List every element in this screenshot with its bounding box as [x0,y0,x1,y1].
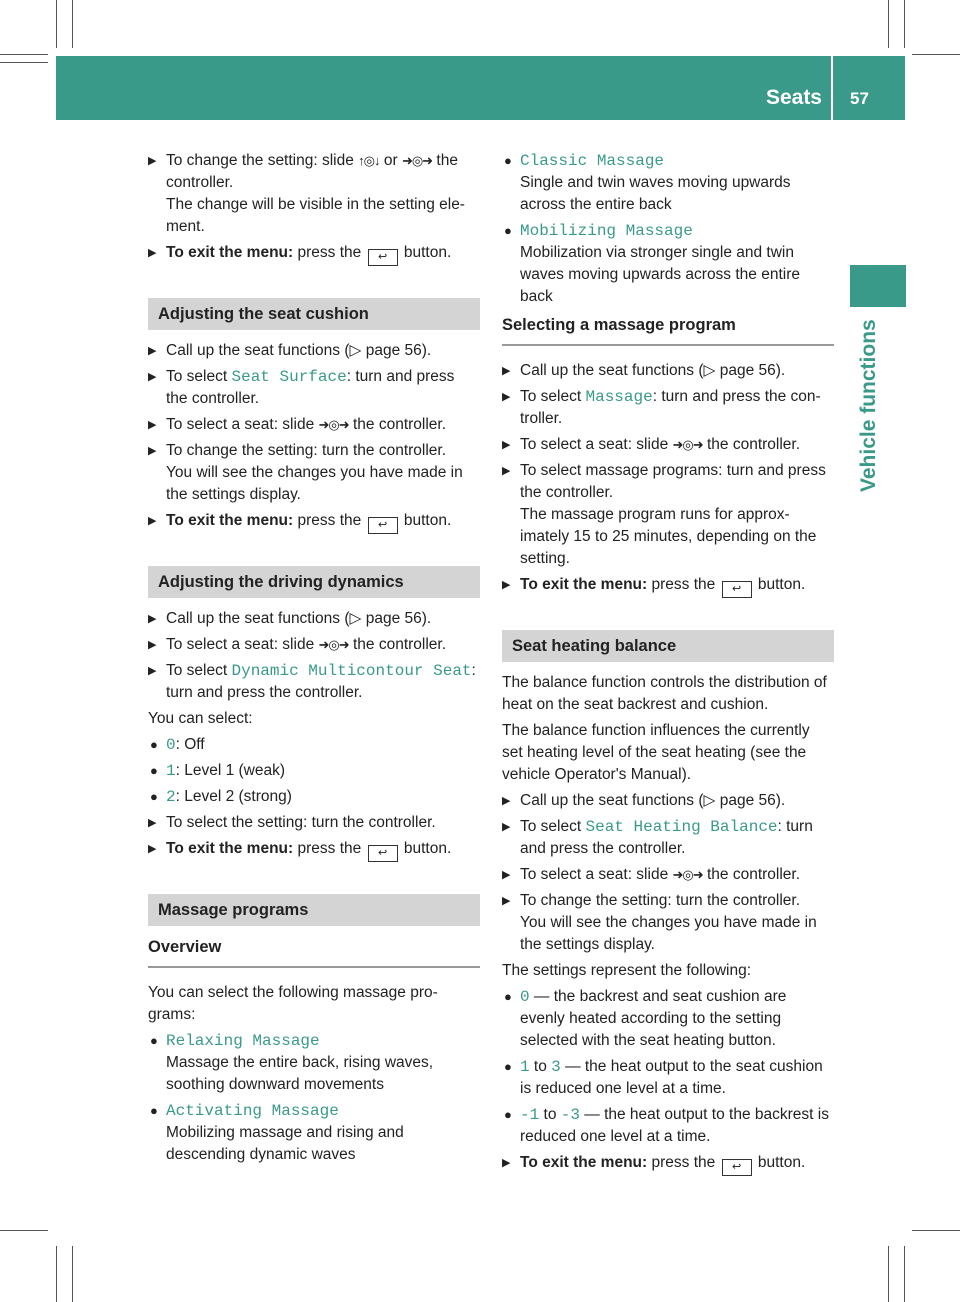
crop-mark [56,0,57,48]
bullet-icon: ● [504,1059,512,1074]
paragraph: The balance function controls the distribution of heat on the seat backrest and cushion. [502,674,827,713]
section-heading: Seat heating balance [502,630,834,662]
instruction-step: ▶ To change the setting: turn the controller. You will see the changes you have made in the settings display. [148,442,463,503]
step-arrow-icon: ▶ [148,613,157,625]
step-arrow-icon: ▶ [148,371,157,383]
option-code: 2 [166,788,176,806]
instruction-step: ▶ To select a seat: slide ➜◎➜ the controller. [502,864,834,886]
bullet-icon: ● [150,1103,158,1118]
subsection-heading: Overview [148,936,480,968]
controller-updown-icon: ↑◎↓ [358,153,380,168]
step-arrow-icon: ▶ [502,391,511,403]
bullet-icon: ● [504,989,512,1004]
section-heading: Adjusting the seat cushion [148,298,480,330]
step-arrow-icon: ▶ [148,843,157,855]
paragraph: The settings represent the following: [502,962,751,979]
instruction-step: ▶ Call up the seat functions (▷ page 56). [148,608,480,630]
menu-item-code: Seat Heating Balance [585,818,778,836]
menu-item-code: Dynamic Multicontour Seat [231,662,472,680]
menu-item-code: Seat Surface [231,368,347,386]
list-item: ● Mobilizing Massage Mobilization via stronger single and twin waves moving upwards across the entire back [504,222,800,305]
bullet-icon: ● [150,789,158,804]
crop-mark [888,0,889,48]
list-item: ● Classic Massage Single and twin waves moving upwards across the entire back [504,152,791,213]
back-button-icon: ↩ [368,845,398,862]
instruction-step: ▶ To exit the menu: press the ↩ button. [148,838,480,862]
step-arrow-icon: ▶ [502,439,511,451]
step-arrow-icon: ▶ [502,895,511,907]
instruction-step: ▶ Call up the seat functions (▷ page 56). [502,360,834,382]
instruction-step: ▶ To select a seat: slide ➜◎➜ the controller. [148,634,480,656]
list-item: ● 2: Level 2 (strong) [150,788,292,806]
bullet-icon: ● [150,763,158,778]
step-arrow-icon: ▶ [502,579,511,591]
crop-mark [72,1246,73,1302]
left-column [148,150,480,1170]
bullet-icon: ● [504,1107,512,1122]
list-item: ● 1 to 3 — the heat output to the seat cushion is reduced one level at a time. [504,1058,823,1097]
bullet-icon: ● [150,737,158,752]
back-button-icon: ↩ [722,581,752,598]
instruction-step: ▶ Call up the seat functions (▷ page 56). [148,340,480,362]
step-arrow-icon: ▶ [502,821,511,833]
bullet-icon: ● [504,223,512,238]
bullet-icon: ● [150,1033,158,1048]
back-button-icon: ↩ [722,1159,752,1176]
crop-mark [72,0,73,48]
section-title: Seats [765,86,822,109]
instruction-step: ▶ Call up the seat functions (▷ page 56). [502,790,834,812]
crop-mark [56,1246,57,1302]
option-code: 1 [166,762,176,780]
instruction-step: ▶ To exit the menu: press the ↩ button. [502,1152,834,1176]
controller-leftright-icon: ➜◎➜ [672,867,703,882]
instruction-step: ▶ To select the setting: turn the controller. [148,812,480,834]
chapter-label: Vehicle functions [857,319,880,492]
crop-mark [912,54,960,55]
instruction-step: ▶ To select Massage: turn and press the con-troller. [502,388,821,427]
controller-leftright-icon: ➜◎➜ [318,637,349,652]
paragraph: You can select the following massage pro-grams: [148,984,438,1023]
step-arrow-icon: ▶ [148,345,157,357]
crop-mark [888,1246,889,1302]
step-arrow-icon: ▶ [502,1157,511,1169]
menu-item-code: Massage [585,388,653,406]
step-arrow-icon: ▶ [502,365,511,377]
list-item: ● Relaxing Massage Massage the entire back, rising waves, soothing downward movements [150,1032,434,1093]
step-arrow-icon: ▶ [502,465,511,477]
step-arrow-icon: ▶ [148,419,157,431]
instruction-step: ▶ To change the setting: turn the controller. You will see the changes you have made in the settings display. [502,892,817,953]
crop-mark [904,0,905,48]
bullet-icon: ● [504,153,512,168]
instruction-step: ▶ To select Dynamic Multicontour Seat: turn and press the controller. [148,662,476,701]
step-arrow-icon: ▶ [148,445,157,457]
instruction-step: ▶ To exit the menu: press the ↩ button. [148,510,480,534]
option-code: 1 [520,1058,530,1076]
instruction-step: ▶ To select Seat Surface: turn and press the controller. [148,368,455,407]
header-separator [831,56,833,120]
crop-mark [0,62,48,63]
option-code: 3 [551,1058,561,1076]
back-button-icon: ↩ [368,249,398,266]
option-code: 0 [520,988,530,1006]
step-arrow-icon: ▶ [148,817,157,829]
crop-mark [904,1246,905,1302]
crop-mark [0,54,48,55]
option-code: 0 [166,736,176,754]
instruction-step: ▶ To select a seat: slide ➜◎➜ the controller. [502,434,834,456]
page-number: 57 [850,89,869,108]
right-column [502,150,834,1180]
list-item: ● 1: Level 1 (weak) [150,762,286,780]
back-button-icon: ↩ [368,517,398,534]
list-item: ● -1 to -3 — the heat output to the backrest is reduced one level at a time. [504,1106,829,1145]
step-arrow-icon: ▶ [148,639,157,651]
option-code: -3 [560,1106,580,1124]
chapter-tab [850,265,906,307]
section-heading: Massage programs [148,894,480,926]
subsection-heading: Selecting a massage program [502,314,834,346]
option-code: -1 [520,1106,540,1124]
program-code: Relaxing Massage [166,1032,320,1050]
program-code: Activating Massage [166,1102,339,1120]
step-arrow-icon: ▶ [148,247,157,259]
list-item: ● 0 — the backrest and seat cushion are evenly heated according to the setting selected with the seat heating button. [504,988,787,1049]
instruction-step: ▶ To change the setting: slide ↑◎↓ or ➜◎➜ the controller. The change will be visible in the setting ele-ment. [148,152,465,235]
instruction-step: ▶ To select a seat: slide ➜◎➜ the controller. [148,414,480,436]
step-arrow-icon: ▶ [502,795,511,807]
paragraph: The balance function influences the currently set heating level of the seat heating (see the vehicle Operator's Manual). [502,722,810,783]
instruction-step: ▶ To exit the menu: press the ↩ button. [502,574,834,598]
list-item: ● Activating Massage Mobilizing massage and rising and descending dynamic waves [150,1102,404,1163]
section-heading: Adjusting the driving dynamics [148,566,480,598]
controller-leftright-icon: ➜◎➜ [318,417,349,432]
crop-mark [912,1230,960,1231]
controller-leftright-icon: ➜◎➜ [672,437,703,452]
step-arrow-icon: ▶ [148,155,157,167]
controller-leftright-icon: ➜◎➜ [401,153,433,168]
program-code: Classic Massage [520,152,665,170]
instruction-step: ▶ To select massage programs: turn and press the controller. The massage program runs for approx-imately 15 to 25 minutes, depending on the setting. [502,462,826,567]
instruction-step: ▶ To select Seat Heating Balance: turn and press the controller. [502,818,813,857]
paragraph: You can select: [148,710,253,727]
step-arrow-icon: ▶ [502,869,511,881]
crop-mark [0,1230,48,1231]
instruction-step: ▶ To exit the menu: press the ↩ button. [148,242,480,266]
step-arrow-icon: ▶ [148,665,157,677]
step-arrow-icon: ▶ [148,515,157,527]
program-code: Mobilizing Massage [520,222,693,240]
list-item: ● 0: Off [150,736,205,754]
